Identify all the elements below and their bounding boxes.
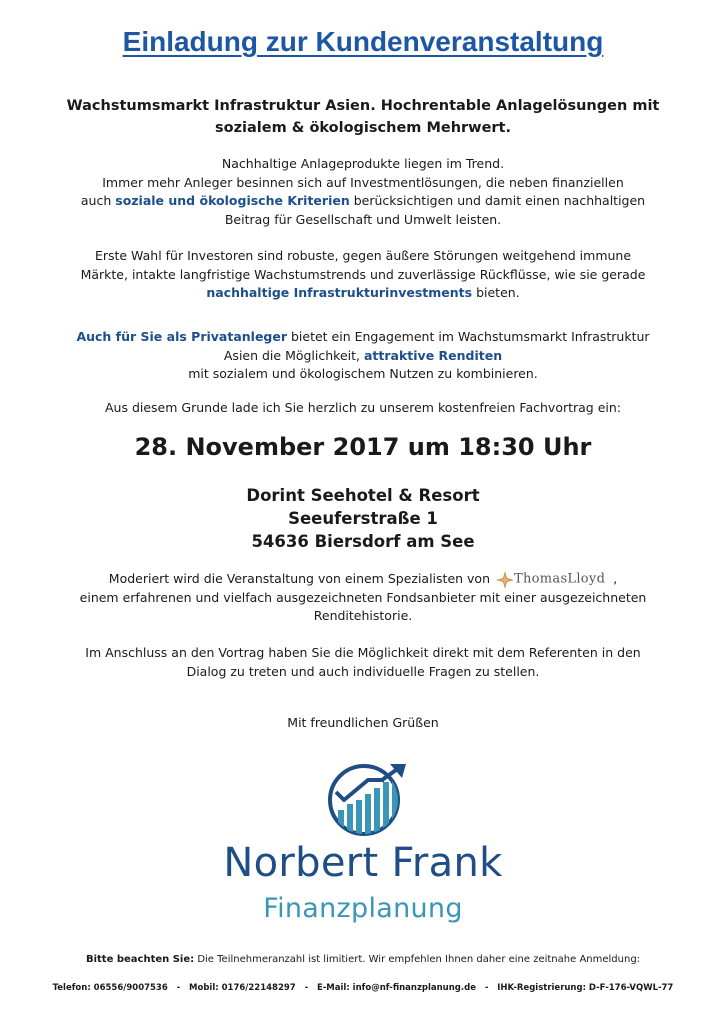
subtitle (0, 95, 726, 139)
brand-logo-graphic (322, 758, 410, 844)
intro-highlight: soziale und ökologische Kriterien (115, 193, 350, 208)
footer-contact: Telefon: 06556/9007536 - Mobil: 0176/22148297 - E-Mail: info@nf-finanzplanung.de - IHK-Registrierung: D-F-176-VQWL-77 (52, 983, 674, 993)
investors-line-2: Märkte, intakte langfristige Wachstumstrends und zuverlässige Rückflüsse, wie sie gerade (80, 266, 646, 282)
event-date: 28. November 2017 um 18:30 Uhr (134, 433, 592, 461)
moderation-line-3: Renditehistorie. (313, 608, 413, 624)
private-paragraph (0, 328, 726, 384)
venue-street: Seeuferstraße 1 (288, 509, 438, 528)
brand-tagline: Finanzplanung (263, 893, 463, 924)
intro-line-1: Nachhaltige Anlageprodukte liegen im Trend. (221, 156, 505, 171)
private-line-2-pre: Asien die Möglichkeit, (223, 347, 364, 363)
subtitle-line-2: sozialem & ökologischem Mehrwert. (215, 120, 511, 136)
intro-paragraph (0, 155, 726, 229)
thomaslloyd-logo-text: ThomasLloyd (514, 571, 606, 587)
brand-name: Norbert Frank (223, 840, 503, 886)
intro-line-3-post: berücksichtigen und damit einen nachhaltigen (349, 193, 646, 208)
moderation-line-2: einem erfahrenen und vielfach ausgezeichneten Fondsanbieter mit einer ausgezeichneten (79, 589, 647, 605)
private-line-2 (0, 347, 726, 366)
moderation-line-1-post: , (613, 571, 618, 586)
page-title: Einladung zur Kundenveranstaltung (122, 26, 604, 57)
note-label: Bitte beachten Sie: (85, 954, 195, 965)
subtitle-line-1: Wachstumsmarkt Infrastruktur Asien. Hochrentable Anlagelösungen mit (66, 98, 660, 114)
private-highlight-2: attraktive Renditen (363, 347, 503, 363)
registration-note (0, 954, 726, 965)
invite-text: Aus diesem Grunde lade ich Sie herzlich zu unserem kostenfreien Fachvortrag ein: (104, 400, 622, 415)
moderation-line-1 (0, 570, 726, 589)
intro-line-4: Beitrag für Gesellschaft und Umwelt leisten. (224, 211, 502, 227)
investors-line-3-post: bieten. (472, 285, 520, 300)
moderation-line-1-pre: Moderiert wird die Veranstaltung von einem Spezialisten von (108, 571, 490, 586)
intro-line-2: Immer mehr Anleger besinnen sich auf Investmentlösungen, die neben finanziellen (102, 174, 624, 190)
venue-name: Dorint Seehotel & Resort (246, 486, 480, 505)
dialog-line-2: Dialog zu treten und auch individuelle Fragen zu stellen. (186, 663, 540, 679)
intro-line-3-pre: auch (80, 193, 116, 208)
private-line-1 (0, 328, 726, 347)
private-line-1-post: bietet ein Engagement im Wachstumsmarkt Infrastruktur (287, 329, 650, 344)
thomaslloyd-star-icon (496, 571, 514, 589)
private-line-3: mit sozialem und ökologischem Nutzen zu kombinieren. (188, 366, 538, 381)
dialog-line-1: Im Anschluss an den Vortrag haben Sie die Möglichkeit direkt mit dem Referenten in den (85, 645, 641, 660)
venue-city: 54636 Biersdorf am See (251, 532, 475, 551)
intro-line-3 (0, 192, 726, 211)
investors-line-3 (0, 284, 726, 303)
thomaslloyd-logo (496, 570, 605, 589)
dialog-paragraph (0, 644, 726, 681)
private-highlight-1: Auch für Sie als Privatanleger (76, 329, 288, 344)
moderation-paragraph (0, 570, 726, 626)
event-venue (0, 484, 726, 553)
growth-chart-icon (322, 758, 410, 840)
note-text: Die Teilnehmeranzahl ist limitiert. Wir empfehlen Ihnen daher eine zeitnahe Anmeldung: (194, 954, 641, 965)
investors-highlight: nachhaltige Infrastrukturinvestments (206, 285, 473, 300)
investors-line-1: Erste Wahl für Investoren sind robuste, gegen äußere Störungen weitgehend immune (94, 248, 632, 263)
investors-paragraph (0, 247, 726, 303)
closing-text: Mit freundlichen Grüßen (287, 715, 439, 730)
